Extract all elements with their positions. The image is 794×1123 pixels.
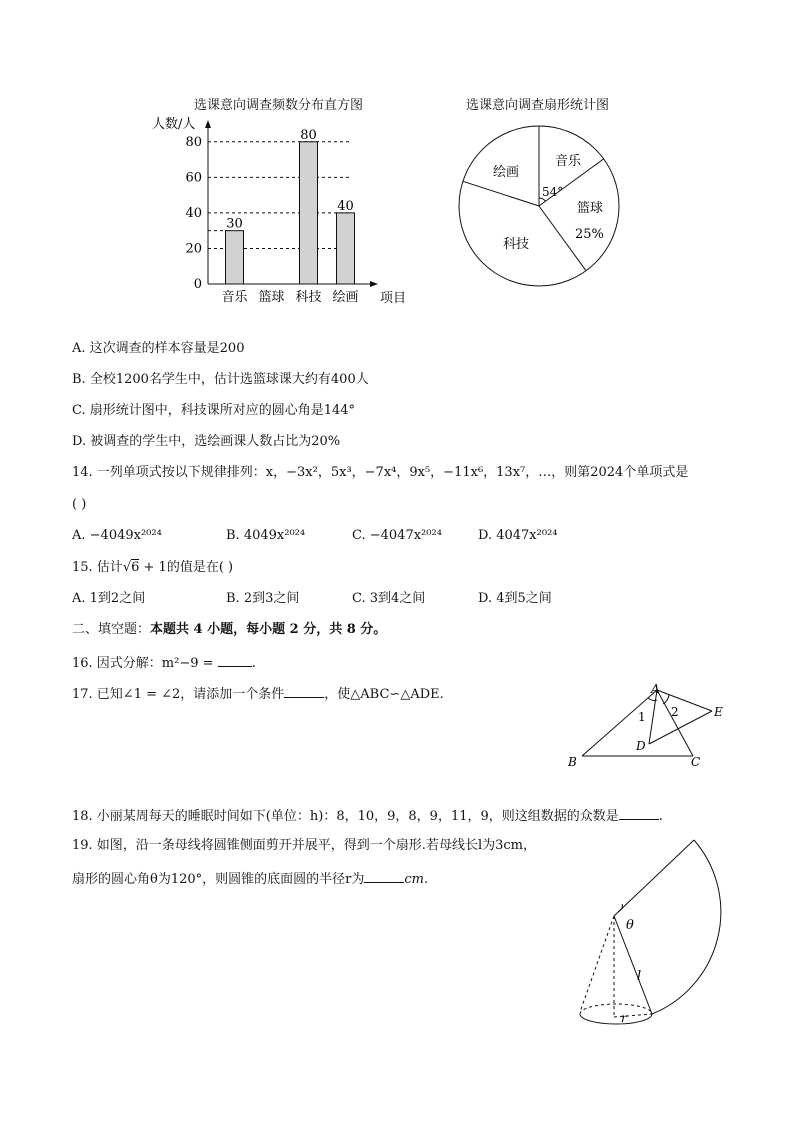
q14-option-b: B. 4049x²⁰²⁴ — [226, 528, 306, 543]
q17 — [72, 684, 444, 704]
q15-stem — [72, 559, 233, 577]
histogram-chart — [150, 112, 420, 312]
sector-arc — [652, 840, 721, 1014]
x-tick-label: 音乐 — [221, 290, 248, 305]
q15-stem-pre: 15. 估计 — [72, 560, 123, 575]
pie-label-basketball: 篮球 — [577, 201, 604, 216]
segment-ad — [649, 690, 657, 744]
bar-data-label: 40 — [337, 198, 354, 214]
q16-post: . — [251, 656, 256, 671]
y-tick-label: 60 — [185, 170, 202, 186]
q13-option-a: A. 这次调查的样本容量是200 — [72, 341, 245, 356]
q13-option-c: C. 扇形统计图中，科技课所对应的圆心角是144° — [72, 403, 356, 418]
q14-option-a: A. −4049x²⁰²⁴ — [72, 528, 162, 543]
q15-option-b: B. 2到3之间 — [226, 591, 300, 606]
q15-option-a: A. 1到2之间 — [72, 591, 146, 606]
q18-post: . — [658, 809, 663, 824]
pie-chart — [455, 120, 625, 290]
label-d: D — [636, 739, 646, 753]
q18-answer-blank[interactable] — [619, 806, 659, 820]
label-l: l — [637, 969, 642, 984]
section2-header — [72, 621, 386, 639]
q13-option-d: D. 被调查的学生中，选绘画课人数占比为20% — [72, 434, 341, 449]
x-tick-label: 绘画 — [332, 290, 359, 305]
q16 — [72, 653, 256, 673]
sqrt-arg: 6 — [131, 560, 140, 575]
y-tick-label: 40 — [185, 205, 202, 221]
theta-arc — [618, 904, 623, 912]
y-tick-label: 20 — [185, 241, 202, 257]
label-angle2: 2 — [671, 705, 679, 719]
cone-radius — [614, 1014, 652, 1017]
q17-post: ，使△ABC∽△ADE. — [324, 687, 444, 702]
q15-option-c: C. 3到4之间 — [352, 591, 426, 606]
segment-ac — [657, 690, 693, 756]
label-angle1: 1 — [638, 710, 646, 724]
label-theta: θ — [626, 918, 634, 933]
cone-base-front — [580, 1014, 652, 1024]
x-tick-label: 篮球 — [258, 290, 285, 305]
label-e: E — [714, 705, 723, 719]
segment-ae — [657, 690, 712, 711]
bar — [300, 142, 318, 284]
q17-pre: 17. 已知∠1 = ∠2，请添加一个条件 — [72, 687, 285, 702]
q19-line2-post: cm. — [404, 872, 429, 887]
pie-label-tech: 科技 — [503, 237, 530, 252]
histogram-title: 选课意向调查频数分布直方图 — [194, 98, 364, 113]
q16-answer-blank[interactable] — [218, 653, 252, 667]
y-tick-label: 80 — [185, 134, 202, 150]
y-tick-label: 0 — [193, 277, 202, 292]
label-r: r — [621, 1011, 627, 1025]
q15-stem-post: + 1的值是在( ) — [143, 560, 234, 575]
q13-option-b: B. 全校1200名学生中，估计选篮球课大约有400人 — [72, 372, 369, 387]
cone-base-back — [580, 1004, 652, 1014]
sector-edge-upper — [614, 840, 694, 916]
bar-data-label: 80 — [300, 127, 317, 143]
q16-pre: 16. 因式分解：m²−9 = — [72, 656, 214, 671]
bar — [337, 213, 355, 284]
pie-label-painting: 绘画 — [493, 165, 520, 180]
bar-data-label: 30 — [226, 216, 243, 232]
label-b: B — [568, 755, 577, 769]
q17-answer-blank[interactable] — [284, 684, 324, 698]
bar — [226, 231, 244, 284]
q19-answer-blank[interactable] — [364, 869, 404, 883]
q14-option-d: D. 4047x²⁰²⁴ — [478, 528, 558, 543]
q14-option-c: C. −4047x²⁰²⁴ — [352, 528, 442, 543]
cone-edge-left — [580, 916, 614, 1012]
y-axis-arrow — [205, 120, 211, 128]
q14-paren: ( ) — [72, 497, 87, 512]
sqrt-sign: √ — [122, 560, 132, 575]
q18 — [72, 806, 663, 826]
label-a: A — [651, 682, 660, 696]
x-axis-arrow — [370, 281, 378, 287]
pie-label-basketball-pct: 25% — [575, 227, 604, 242]
q17-triangle-figure — [560, 680, 740, 772]
q19-cone-figure — [570, 836, 760, 1036]
q19-line1: 19. 如图，沿一条母线将圆锥侧面剪开并展平，得到一个扇形.若母线长l为3cm， — [72, 838, 536, 853]
q19-line2-pre: 扇形的圆心角θ为120°，则圆锥的底面圆的半径r为 — [72, 872, 365, 887]
section2-title: 二、填空题： — [72, 622, 151, 637]
pie-divider-left — [463, 181, 539, 206]
q18-pre: 18. 小丽某周每天的睡眠时间如下(单位：h)：8，10，9，8，9，11，9，则这组数据的众数是 — [72, 809, 619, 824]
pie-angle-label: 54° — [542, 185, 564, 199]
pie-title: 选课意向调查扇形统计图 — [466, 98, 610, 113]
x-tick-label: 科技 — [295, 290, 322, 305]
histogram-xlabel: 项目 — [380, 291, 407, 306]
pie-label-music: 音乐 — [555, 154, 582, 169]
segment-ab — [582, 690, 657, 756]
section2-desc: 本题共 4 小题，每小题 2 分，共 8 分。 — [150, 622, 387, 637]
histogram-ylabel: 人数/人 — [152, 117, 196, 132]
q19-line2 — [72, 869, 428, 889]
label-c: C — [691, 755, 701, 769]
q14-stem: 14. 一列单项式按以下规律排列：x，−3x²，5x³，−7x⁴，9x⁵，−11x⁶，13x⁷，…，则第2024个单项式是 — [72, 465, 689, 480]
segment-de — [649, 711, 712, 744]
q15-option-d: D. 4到5之间 — [478, 591, 552, 606]
